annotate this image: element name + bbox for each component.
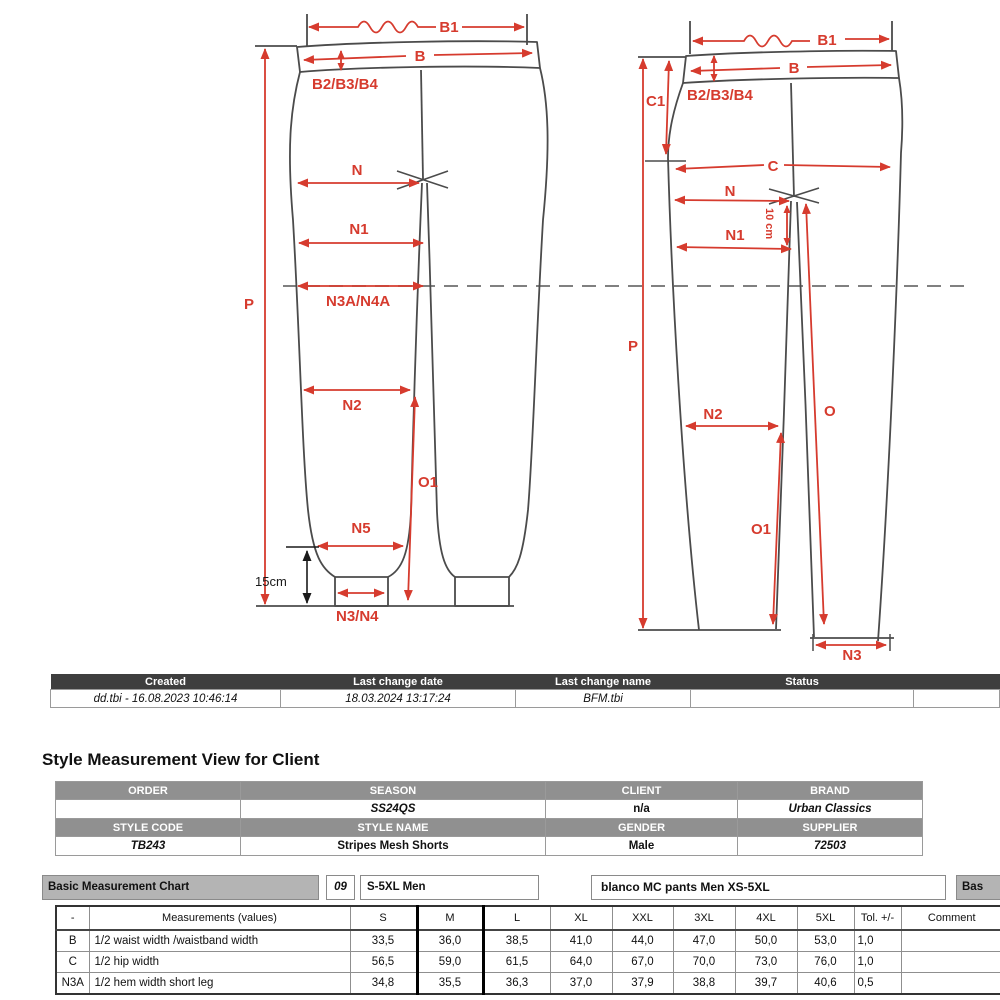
size-xl-header: XL xyxy=(550,906,612,930)
row-code: N3A xyxy=(56,973,89,995)
front-label-15cm: 15cm xyxy=(255,574,287,589)
back-label-n2: N2 xyxy=(703,406,723,423)
created-header-spacer xyxy=(914,674,1000,690)
supplier-header: SUPPLIER xyxy=(738,819,923,837)
season-header: SEASON xyxy=(241,782,546,800)
front-label-b: B xyxy=(414,48,426,65)
back-view-outline xyxy=(638,21,902,651)
created-value-row xyxy=(51,690,1000,708)
order-table xyxy=(55,781,923,856)
front-view-outline xyxy=(255,14,548,606)
value-m: 59,0 xyxy=(417,952,483,973)
measurement-row-n3a xyxy=(56,973,1000,995)
chart-code-field[interactable]: 09 xyxy=(326,875,355,900)
value-comment xyxy=(901,952,1000,973)
order-header-row-1 xyxy=(56,782,923,800)
supplier-value: 72503 xyxy=(738,837,923,856)
last-change-name-value: BFM.tbi xyxy=(516,690,691,708)
value-4xl: 73,0 xyxy=(735,952,797,973)
back-label-b: B xyxy=(788,60,800,77)
order-header: ORDER xyxy=(56,782,241,800)
measurement-row-b xyxy=(56,930,1000,952)
value-comment xyxy=(901,930,1000,952)
back-label-c: C xyxy=(767,158,779,175)
measurement-table xyxy=(55,905,1000,995)
style-name-header: STYLE NAME xyxy=(241,819,546,837)
value-s: 56,5 xyxy=(350,952,417,973)
value-xl: 41,0 xyxy=(550,930,612,952)
value-l: 36,3 xyxy=(483,973,550,995)
value-tolerance: 1,0 xyxy=(854,952,901,973)
value-xxl: 37,9 xyxy=(612,973,673,995)
created-header: Created xyxy=(51,674,281,690)
brand-value: Urban Classics xyxy=(738,800,923,819)
row-name: 1/2 hem width short leg xyxy=(89,973,350,995)
last-change-name-header: Last change name xyxy=(516,674,691,690)
front-view-arrows xyxy=(265,22,532,605)
back-label-10cm: 10 cm xyxy=(763,208,775,240)
value-xl: 37,0 xyxy=(550,973,612,995)
gender-header: GENDER xyxy=(546,819,738,837)
size-3xl-header: 3XL xyxy=(673,906,735,930)
front-label-o1: O1 xyxy=(418,474,439,491)
size-l-header: L xyxy=(483,906,550,930)
client-header: CLIENT xyxy=(546,782,738,800)
back-label-band: B2/B3/B4 xyxy=(687,87,753,104)
value-tolerance: 1,0 xyxy=(854,930,901,952)
front-label-n3-n4: N3/N4 xyxy=(336,608,379,625)
chart-description-field[interactable]: blanco MC pants Men XS-5XL xyxy=(591,875,946,900)
gender-value: Male xyxy=(546,837,738,856)
measurement-row-c xyxy=(56,952,1000,973)
back-label-n1: N1 xyxy=(725,227,745,244)
code-column-header: - xyxy=(56,906,89,930)
page-title: Style Measurement View for Client xyxy=(42,750,320,769)
tolerance-header: Tol. +/- xyxy=(854,906,901,930)
size-range-field[interactable]: S-5XL Men xyxy=(360,875,539,900)
front-label-n: N xyxy=(351,162,363,179)
size-xxl-header: XXL xyxy=(612,906,673,930)
order-header-row-2 xyxy=(56,819,923,837)
client-value: n/a xyxy=(546,800,738,819)
brand-header: BRAND xyxy=(738,782,923,800)
last-change-date-header: Last change date xyxy=(281,674,516,690)
value-l: 61,5 xyxy=(483,952,550,973)
front-label-n5: N5 xyxy=(351,520,371,537)
row-name: 1/2 hip width xyxy=(89,952,350,973)
value-5xl: 40,6 xyxy=(797,973,854,995)
last-change-date-value: 18.03.2024 13:17:24 xyxy=(281,690,516,708)
size-5xl-header: 5XL xyxy=(797,906,854,930)
value-m: 36,0 xyxy=(417,930,483,952)
style-code-value: TB243 xyxy=(56,837,241,856)
front-label-n2: N2 xyxy=(342,397,362,414)
created-header-row xyxy=(51,674,1000,690)
style-code-header: STYLE CODE xyxy=(56,819,241,837)
value-xxl: 44,0 xyxy=(612,930,673,952)
value-3xl: 47,0 xyxy=(673,930,735,952)
order-value-row-2 xyxy=(56,837,923,856)
front-label-band: B2/B3/B4 xyxy=(312,76,378,93)
front-view-cuff-height-marks xyxy=(286,547,319,603)
size-s-header: S xyxy=(350,906,417,930)
back-label-o: O xyxy=(824,403,836,420)
value-3xl: 70,0 xyxy=(673,952,735,973)
back-label-o1: O1 xyxy=(751,521,772,538)
size-m-header: M xyxy=(417,906,483,930)
front-label-n3a-n4a: N3A/N4A xyxy=(326,293,391,310)
created-value: dd.tbi - 16.08.2023 10:46:14 xyxy=(51,690,281,708)
back-label-b1: B1 xyxy=(817,32,837,49)
created-value-spacer xyxy=(914,690,1000,708)
value-s: 34,8 xyxy=(350,973,417,995)
season-value: SS24QS xyxy=(241,800,546,819)
basic-measurement-chart-title: Basic Measurement Chart xyxy=(42,875,319,900)
comment-header: Comment xyxy=(901,906,1000,930)
value-xxl: 67,0 xyxy=(612,952,673,973)
value-4xl: 39,7 xyxy=(735,973,797,995)
value-m: 35,5 xyxy=(417,973,483,995)
measurements-column-header: Measurements (values) xyxy=(89,906,350,930)
value-5xl: 53,0 xyxy=(797,930,854,952)
order-value xyxy=(56,800,241,819)
row-code: B xyxy=(56,930,89,952)
row-name: 1/2 waist width /waistband width xyxy=(89,930,350,952)
style-name-value: Stripes Mesh Shorts xyxy=(241,837,546,856)
created-table xyxy=(50,674,1000,708)
back-view-arrows xyxy=(643,36,891,646)
front-label-p: P xyxy=(243,296,255,313)
value-l: 38,5 xyxy=(483,930,550,952)
status-header: Status xyxy=(691,674,914,690)
back-label-n3: N3 xyxy=(842,647,862,664)
back-label-p: P xyxy=(627,338,639,355)
next-section-label: Bas xyxy=(956,875,1000,900)
size-4xl-header: 4XL xyxy=(735,906,797,930)
back-label-c1: C1 xyxy=(646,93,666,110)
front-label-b1: B1 xyxy=(439,19,459,36)
value-3xl: 38,8 xyxy=(673,973,735,995)
value-5xl: 76,0 xyxy=(797,952,854,973)
measurement-header-row xyxy=(56,906,1000,930)
value-4xl: 50,0 xyxy=(735,930,797,952)
front-label-n1: N1 xyxy=(349,221,369,238)
row-code: C xyxy=(56,952,89,973)
order-value-row-1 xyxy=(56,800,923,819)
value-s: 33,5 xyxy=(350,930,417,952)
value-xl: 64,0 xyxy=(550,952,612,973)
back-label-n: N xyxy=(724,183,736,200)
value-comment xyxy=(901,973,1000,995)
status-value xyxy=(691,690,914,708)
value-tolerance: 0,5 xyxy=(854,973,901,995)
